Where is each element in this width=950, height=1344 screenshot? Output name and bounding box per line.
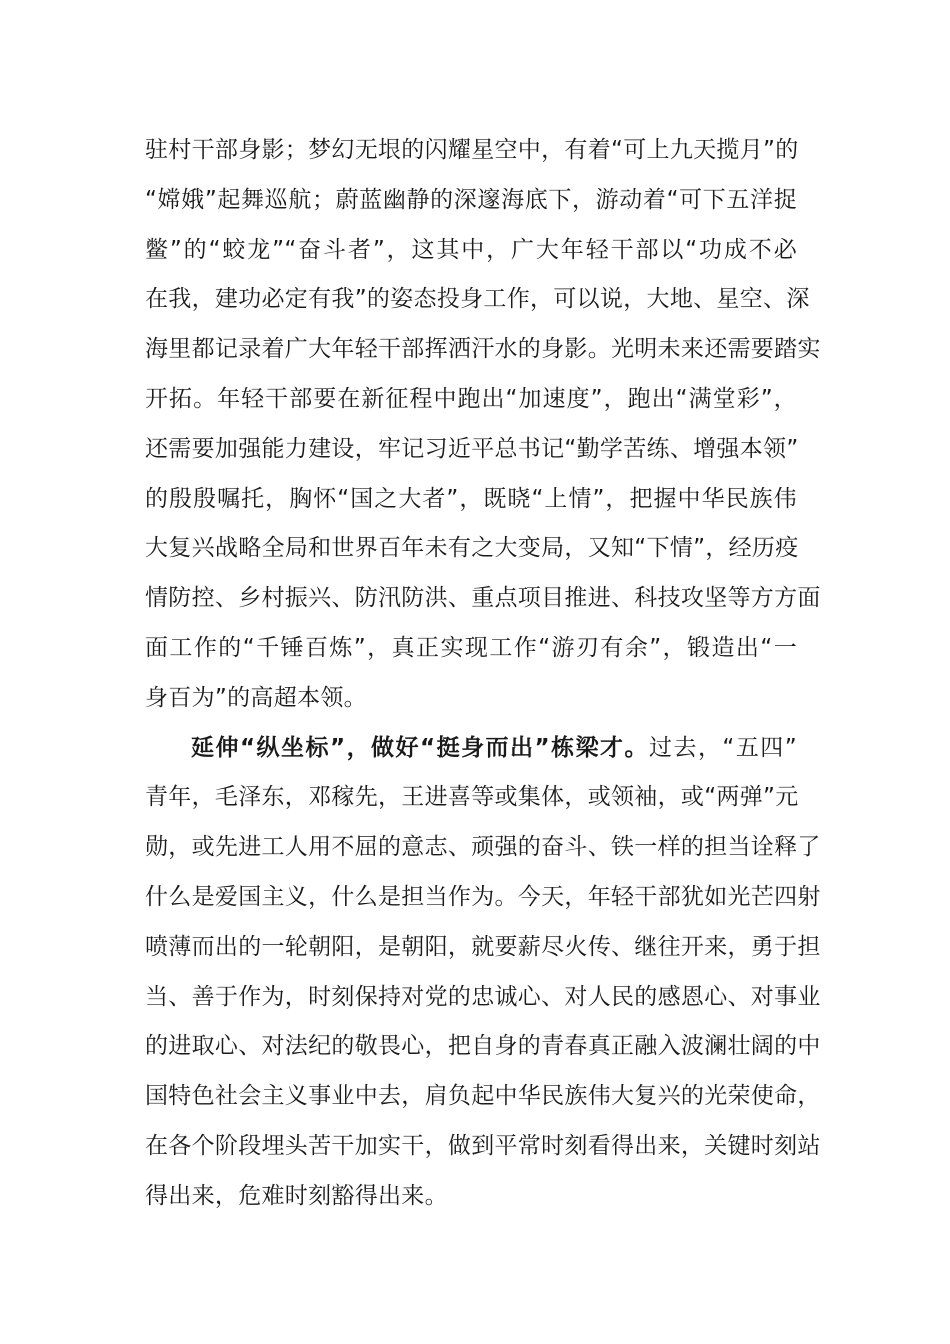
text-line: 开拓。年轻干部要在新征程中跑出“加速度”，跑出“满堂彩”， — [145, 385, 797, 412]
document-page — [145, 126, 821, 1222]
text-line: 身百为”的高超本领。 — [145, 684, 367, 711]
paragraph-first-line — [145, 724, 797, 774]
text-line: 面工作的“千锤百炼”，真正实现工作“游刃有余”，锻造出“一 — [145, 634, 797, 661]
text-line: 勋，或先进工人用不屈的意志、顽强的奋斗、铁一样的担当诠释了 — [145, 834, 821, 861]
paragraph-2 — [145, 724, 821, 1222]
text-line: 什么是爱国主义，什么是担当作为。今天，年轻干部犹如光芒四射 — [145, 883, 821, 910]
paragraph-heading: 延伸“纵坐标”，做好“挺身而出”栋梁才。 — [191, 734, 649, 761]
text-line: 情防控、乡村振兴、防汛防洪、重点项目推进、科技攻坚等方方面 — [145, 585, 821, 612]
text-line: 在各个阶段埋头苦干加实干，做到平常时刻看得出来，关键时刻站 — [145, 1132, 821, 1159]
text-line: 驻村干部身影；梦幻无垠的闪耀星空中，有着“可上九天揽月”的 — [145, 137, 799, 163]
text-line: 国特色社会主义事业中去，肩负起中华民族伟大复兴的光荣使命， — [145, 1083, 821, 1110]
text-line: 青年，毛泽东，邓稼先，王进喜等或集体，或领袖，或“两弹”元 — [145, 784, 799, 811]
text-line: 海里都记录着广大年轻干部挥洒汗水的身影。光明未来还需要踏实 — [145, 336, 821, 363]
text-line: 得出来，危难时刻豁得出来。 — [145, 1182, 448, 1209]
text-line: 大复兴战略全局和世界百年未有之大变局，又知“下情”，经历疫 — [145, 535, 799, 562]
text-line: 喷薄而出的一轮朝阳，是朝阳，就要薪尽火传、继往开来，勇于担 — [145, 933, 821, 960]
text-line: 的进取心、对法纪的敬畏心，把自身的青春真正融入波澜壮阔的中 — [145, 1033, 821, 1060]
text-line: 的殷殷嘱托，胸怀“国之大者”，既晓“上情”，把握中华民族伟 — [145, 485, 797, 512]
text-line: 还需要加强能力建设，牢记习近平总书记“勤学苦练、增强本领” — [145, 435, 799, 462]
paragraph-1 — [145, 126, 821, 724]
text-line: 鳖”的“蛟龙”“奋斗者”，这其中，广大年轻干部以“功成不必 — [145, 236, 797, 263]
text-line: “嫦娥”起舞巡航；蔚蓝幽静的深邃海底下，游动着“可下五洋捉 — [145, 186, 797, 213]
text-line: 在我，建功必定有我”的姿态投身工作，可以说，大地、星空、深 — [145, 286, 810, 313]
heading-line-rest: 过去，“五四” — [649, 734, 797, 761]
text-line: 当、善于作为，时刻保持对党的忠诚心、对人民的感恩心、对事业 — [145, 983, 821, 1010]
